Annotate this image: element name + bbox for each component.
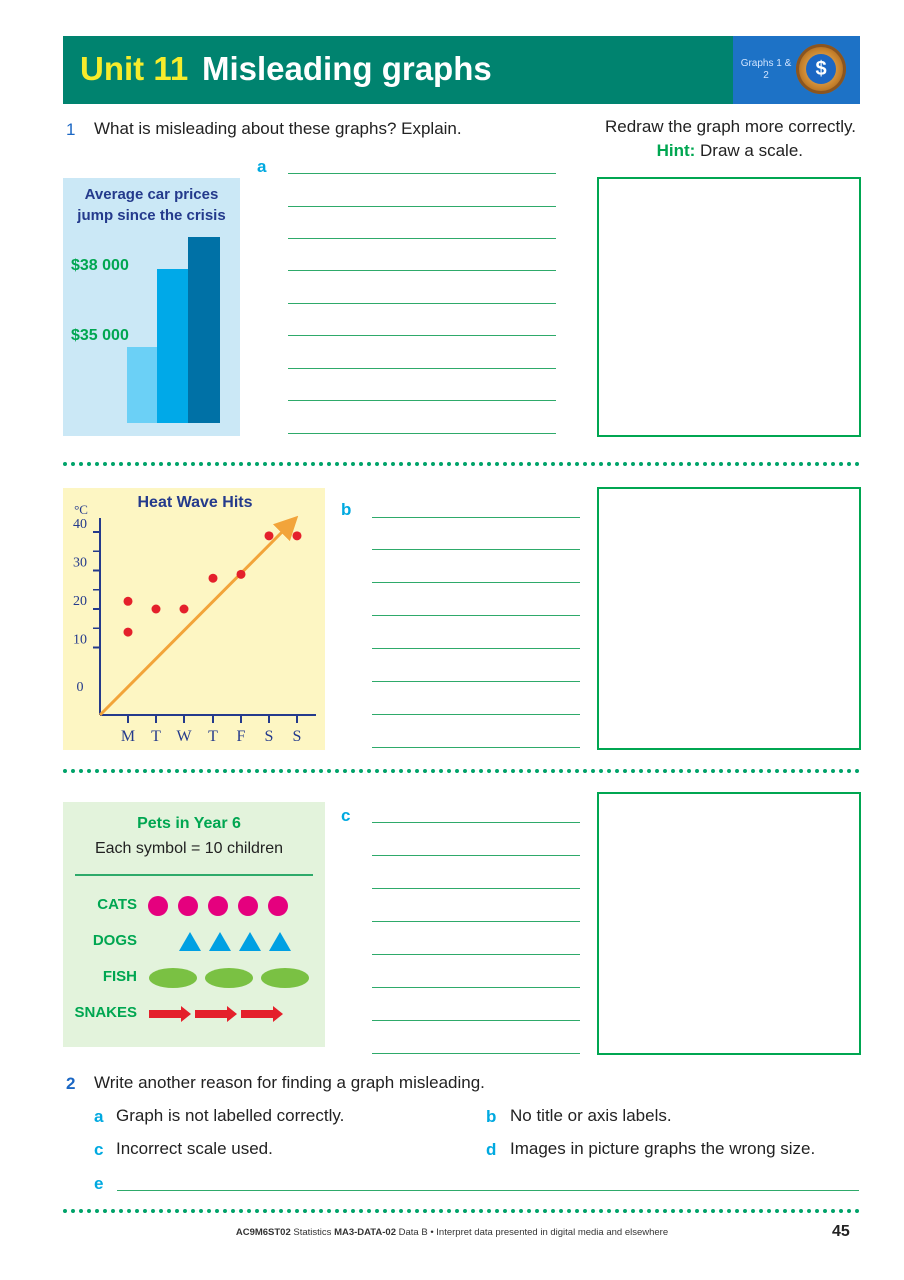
pictograph-ellipse-icon — [261, 968, 309, 988]
answer-line[interactable] — [288, 335, 556, 336]
page-number: 45 — [832, 1223, 850, 1240]
redraw-instruction: Redraw the graph more correctly. — [604, 117, 856, 136]
answer-line[interactable] — [372, 921, 580, 922]
footer-code: AC9M6ST02 — [235, 1227, 291, 1238]
pictograph-circle-icon — [148, 896, 168, 916]
y-tick-label: 30 — [73, 555, 87, 571]
pictograph-triangle-icon — [239, 932, 261, 951]
y-tick-label: 20 — [73, 594, 87, 609]
pictograph-circle-icon — [268, 896, 288, 916]
answer-line[interactable] — [372, 888, 580, 889]
x-tick-label: T — [151, 728, 161, 745]
y-tick-label: 0 — [76, 680, 84, 695]
answer-line[interactable] — [372, 549, 580, 550]
pictograph-row — [63, 996, 325, 1032]
pictograph-row — [63, 888, 325, 924]
answer-line[interactable] — [372, 517, 580, 518]
x-tick-label: M — [120, 728, 136, 745]
footer-strand: Statistics — [293, 1227, 332, 1238]
answer-d-text: Images in picture graphs the wrong size. — [510, 1139, 816, 1158]
hint-text: Draw a scale. — [700, 141, 803, 160]
question-2-number: 2 — [66, 1074, 76, 1093]
pictograph-symbols — [145, 960, 325, 996]
pictograph-triangle-icon — [209, 932, 231, 951]
answer-line[interactable] — [372, 681, 580, 682]
part-b-label: b — [341, 500, 352, 519]
hint-label: Hint: — [656, 141, 696, 160]
part-c-label: c — [341, 806, 351, 825]
answer-line[interactable] — [372, 1053, 580, 1054]
data-point — [237, 570, 246, 579]
answer-line[interactable] — [372, 648, 580, 649]
answer-c-text: Incorrect scale used. — [116, 1139, 273, 1158]
pictograph-symbols — [145, 888, 325, 924]
pictograph-symbols — [145, 924, 325, 960]
pictograph-rows — [63, 888, 325, 1038]
redraw-box-c[interactable] — [597, 792, 861, 1055]
answer-line[interactable] — [372, 954, 580, 955]
pictograph-ellipse-icon — [205, 968, 253, 988]
pictograph-row — [63, 960, 325, 996]
graph-a-bar-2 — [157, 269, 188, 423]
x-tick-label: W — [176, 728, 192, 745]
answer-line[interactable] — [372, 615, 580, 616]
answer-line[interactable] — [288, 400, 556, 401]
section-divider — [63, 1209, 860, 1213]
question-2-text: Write another reason for finding a graph misleading. — [94, 1073, 485, 1092]
redraw-box-b[interactable] — [597, 487, 861, 750]
part-a-label: a — [257, 157, 267, 176]
answer-line[interactable] — [372, 714, 580, 715]
question-1-number: 1 — [66, 120, 76, 139]
pictograph-rule — [75, 874, 313, 876]
pictograph-triangle-icon — [179, 932, 201, 951]
answer-line[interactable] — [372, 582, 580, 583]
page-title: Misleading graphs — [202, 50, 492, 87]
graph-a-label-high: $38 000 — [71, 257, 129, 274]
pictograph-arrow-icon — [241, 1006, 283, 1022]
badge-text: Graphs 1 & 2 — [740, 58, 792, 81]
graph-a-title-line1: Average car prices — [84, 186, 219, 203]
hint-line — [560, 141, 803, 161]
pictograph-row-label: FISH — [102, 968, 137, 985]
redraw-box-a[interactable] — [597, 177, 861, 437]
heat-wave-chart — [63, 488, 325, 750]
pictograph-arrow-icon — [149, 1006, 191, 1022]
graph-a-title — [63, 184, 240, 226]
pictograph-row — [63, 924, 325, 960]
dollar-icon: $ — [806, 54, 836, 84]
section-divider — [63, 769, 860, 773]
graph-a-label-low: $35 000 — [71, 327, 129, 344]
answer-e-letter: e — [94, 1174, 104, 1193]
x-tick-label: T — [208, 728, 218, 745]
answer-a-letter: a — [94, 1107, 104, 1126]
answer-line[interactable] — [288, 368, 556, 369]
x-tick-label: F — [236, 728, 246, 745]
footer — [0, 1227, 904, 1238]
x-tick-label: S — [292, 728, 302, 745]
pictograph-symbols — [145, 996, 325, 1032]
footer-ref: MA3-DATA-02 — [334, 1227, 396, 1238]
answer-lines-a[interactable] — [288, 173, 556, 434]
answer-line[interactable] — [372, 747, 580, 748]
pictograph-ellipse-icon — [149, 968, 197, 988]
pictograph-triangle-icon — [269, 932, 291, 951]
data-point — [124, 597, 133, 606]
data-point — [124, 628, 133, 637]
answer-line[interactable] — [372, 822, 580, 823]
answer-line[interactable] — [288, 238, 556, 239]
data-point — [152, 605, 161, 614]
y-axis-label: °C — [74, 502, 88, 517]
chart-title: Heat Wave Hits — [137, 494, 253, 511]
answer-line[interactable] — [288, 303, 556, 304]
answer-line[interactable] — [372, 855, 580, 856]
section-divider — [63, 462, 860, 466]
graph-a-bar-1 — [127, 347, 157, 423]
data-point — [265, 531, 274, 540]
pictograph-circle-icon — [208, 896, 228, 916]
graph-a-bar-3 — [188, 237, 220, 423]
pictograph-key: Each symbol = 10 children — [94, 840, 284, 857]
data-point — [293, 531, 302, 540]
graph-a-title-line2: jump since the crisis — [77, 207, 226, 224]
y-tick-label: 40 — [73, 517, 87, 532]
answer-d-letter: d — [486, 1140, 497, 1159]
answer-line[interactable] — [288, 206, 556, 207]
pictograph-row-label: SNAKES — [74, 1004, 137, 1021]
pictograph-row-label: DOGS — [92, 932, 137, 949]
pictograph-circle-icon — [238, 896, 258, 916]
data-point — [209, 574, 218, 583]
answer-lines-b[interactable] — [372, 517, 580, 748]
pictograph-title: Pets in Year 6 — [137, 815, 241, 832]
answer-line[interactable] — [288, 270, 556, 271]
answer-line[interactable] — [372, 1020, 580, 1021]
answer-lines-c[interactable] — [372, 822, 580, 1054]
answer-line[interactable] — [288, 433, 556, 434]
pictograph-row-label: CATS — [97, 896, 137, 913]
data-point — [180, 605, 189, 614]
unit-label: Unit 11 — [80, 50, 189, 87]
answer-line[interactable] — [288, 173, 556, 174]
y-tick-label: 10 — [73, 632, 87, 648]
answer-e-line[interactable] — [117, 1190, 859, 1191]
trend-arrow — [100, 520, 294, 715]
question-1-text: What is misleading about these graphs? Explain. — [94, 119, 462, 138]
answer-b-text: No title or axis labels. — [510, 1106, 672, 1125]
answer-line[interactable] — [372, 987, 580, 988]
answer-c-letter: c — [94, 1140, 104, 1159]
answer-b-letter: b — [486, 1107, 497, 1126]
pictograph-arrow-icon — [195, 1006, 237, 1022]
x-tick-label: S — [264, 728, 274, 745]
pictograph-circle-icon — [178, 896, 198, 916]
answer-a-text: Graph is not labelled correctly. — [116, 1106, 345, 1125]
footer-rest: Data B • Interpret data presented in digital media and elsewhere — [398, 1227, 669, 1238]
